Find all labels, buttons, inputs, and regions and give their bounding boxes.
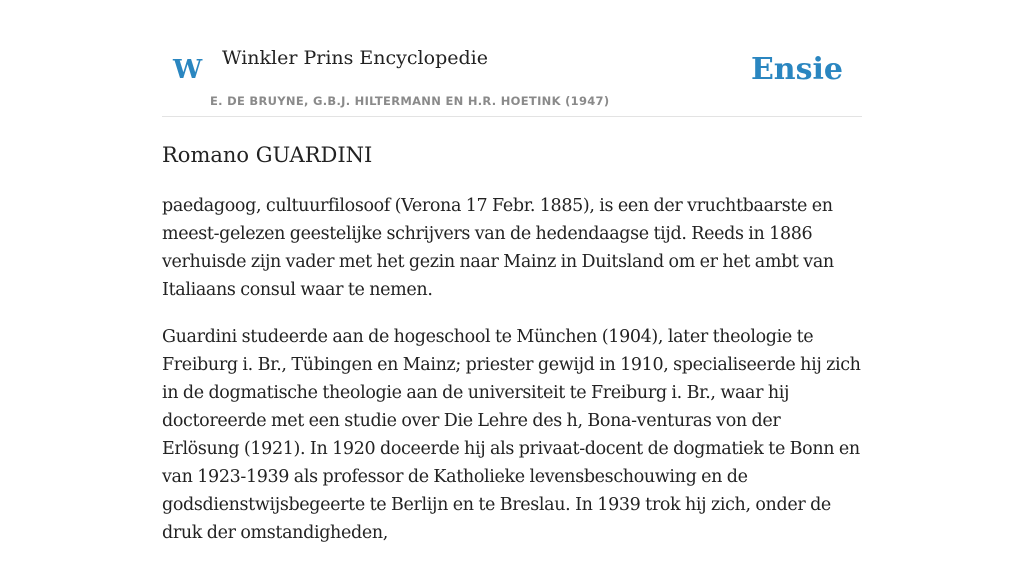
entry-title: Romano GUARDINI	[162, 143, 373, 167]
entry-paragraph: Guardini studeerde aan de hogeschool te München (1904), later theologie te Freiburg i. Br., Tübingen en Mainz; priester gewijd in 1910, specialiseerde hij zich in de dogmatische theologie aan de universiteit te Freiburg i. Br., waar hij doctoreerde met een studie over Die Lehre des h, Bona-venturas von der Erlösung (1921). In 1920 doceerde hij als privaat-docent de dogmatiek te Bonn en van 1923-1939 als professor de Katholieke levensbeschouwing en de godsdienstwijsbegeerte te Berlijn en te Breslau. In 1939 trok hij zich, onder de druk der omstandigheden,	[162, 327, 861, 543]
entry-body	[162, 192, 862, 566]
site-header	[162, 0, 862, 117]
entry-paragraph: paedagoog, cultuurfilosoof (Verona 17 Febr. 1885), is een der vruchtbaarste en meest-gelezen geestelijke schrijvers van de hedendaagse tijd. Reeds in 1886 verhuisde zijn vader met het gezin naar Mainz in Duitsland om er het ambt van Italiaans consul waar te nemen.	[162, 196, 834, 300]
book-title[interactable]: Winkler Prins Encyclopedie	[222, 47, 488, 69]
book-authors: E. DE BRUYNE, G.B.J. HILTERMANN EN H.R. HOETINK (1947)	[210, 94, 610, 108]
winkler-prins-logo[interactable]: W	[173, 55, 203, 85]
ensie-logo[interactable]: Ensie	[750, 52, 843, 87]
